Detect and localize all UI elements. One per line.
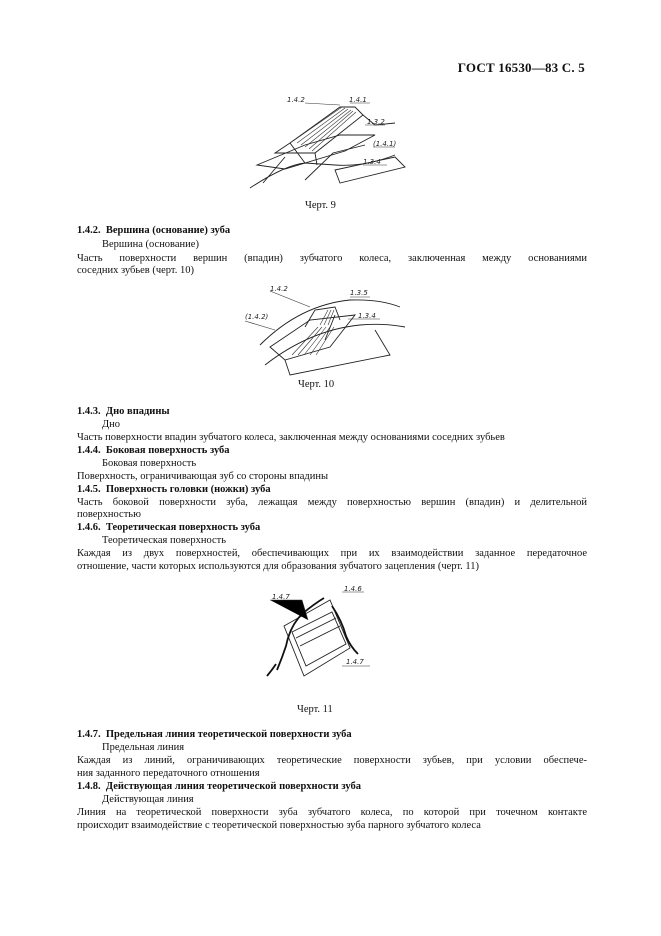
section-1-4-8-term: Действующая линия — [102, 794, 194, 805]
figure-9-drawing — [245, 95, 415, 195]
section-1-4-2-text-2: соседних зубьев (черт. 10) — [77, 265, 194, 276]
section-1-4-6-term: Теоретическая поверхность — [102, 535, 227, 546]
section-1-4-3-term: Дно — [102, 419, 121, 430]
section-1-4-7-heading: 1.4.7. Предельная линия теоретической поверхности зуба — [77, 729, 352, 740]
figure-10 — [240, 285, 420, 375]
section-1-4-2-term: Вершина (основание) — [102, 239, 199, 250]
page-header: ГОСТ 16530—83 С. 5 — [457, 60, 585, 75]
section-1-4-5-text-2: поверхностью — [77, 509, 141, 520]
section-1-4-6-heading: 1.4.6. Теоретическая поверхность зуба — [77, 522, 261, 533]
figure-10-label-3: (1.4.2) — [245, 313, 269, 321]
figure-10-drawing — [240, 285, 420, 375]
section-1-4-2-heading: 1.4.2. Вершина (основание) зуба — [77, 225, 231, 236]
section-1-4-8-text-1: Линия на теоретической поверхности зуба зубчатого колеса, по которой при точечном контакте — [77, 807, 587, 818]
section-1-4-7-text-2: ния заданного передаточного отношения — [77, 768, 260, 779]
section-1-4-3-text-1: Часть поверхности впадин зубчатого колеса, заключенная между основаниями соседних зубьев — [77, 432, 505, 443]
section-1-4-7-term: Предельная линия — [102, 742, 185, 753]
figure-11-label-3: 1.4.7 — [346, 658, 364, 666]
section-1-4-7-text-1: Каждая из линий, ограничивающих теоретические поверхности зубьев, при условии обеспече- — [77, 755, 587, 766]
section-1-4-2-text-1: Часть поверхности вершин (впадин) зубчатого колеса, заключенная между основаниями — [77, 253, 587, 264]
figure-11-label-2: 1.4.6 — [344, 585, 362, 593]
figure-10-label-1: 1.4.2 — [270, 285, 288, 293]
figure-9-label-1: 1.4.2 — [287, 96, 305, 104]
figure-10-label-4: 1.3.4 — [358, 312, 376, 320]
figure-9-label-2: 1.4.1 — [349, 96, 367, 104]
section-1-4-6-text-2: отношение, части которых используются для образования зубчатого зацепления (черт. 11) — [77, 561, 480, 572]
section-1-4-5-heading: 1.4.5. Поверхность головки (ножки) зуба — [77, 484, 271, 495]
section-1-4-8-text-2: происходит взаимодействие с теоретической поверхностью зуба парного зубчатого колеса — [77, 820, 481, 831]
figure-9-caption: Черт. 9 — [305, 200, 336, 211]
figure-9 — [245, 95, 415, 195]
section-1-4-4-term: Боковая поверхность — [102, 458, 197, 469]
figure-11-label-1: 1.4.7 — [272, 593, 290, 601]
figure-9-label-3: 1.3.2 — [367, 118, 385, 126]
section-1-4-4-heading: 1.4.4. Боковая поверхность зуба — [77, 445, 230, 456]
section-1-4-3-heading: 1.4.3. Дно впадины — [77, 406, 170, 417]
figure-10-label-2: 1.3.5 — [350, 289, 368, 297]
figure-11-drawing — [262, 586, 382, 690]
figure-9-label-5: 1.3.4 — [363, 158, 381, 166]
figure-10-caption: Черт. 10 — [298, 379, 335, 390]
section-1-4-6-text-1: Каждая из двух поверхностей, обеспечивающих при их взаимодействии заданное передаточное — [77, 548, 587, 559]
figure-11-caption: Черт. 11 — [297, 704, 333, 715]
section-1-4-8-heading: 1.4.8. Действующая линия теоретической поверхности зуба — [77, 781, 361, 792]
section-1-4-4-text-1: Поверхность, ограничивающая зуб со стороны впадины — [77, 471, 329, 482]
figure-9-label-4: (1.4.1) — [373, 140, 397, 148]
figure-11 — [262, 586, 382, 690]
section-1-4-5-text-1: Часть боковой поверхности зуба, лежащая между поверхностью вершин (впадин) и делительной — [77, 497, 587, 508]
